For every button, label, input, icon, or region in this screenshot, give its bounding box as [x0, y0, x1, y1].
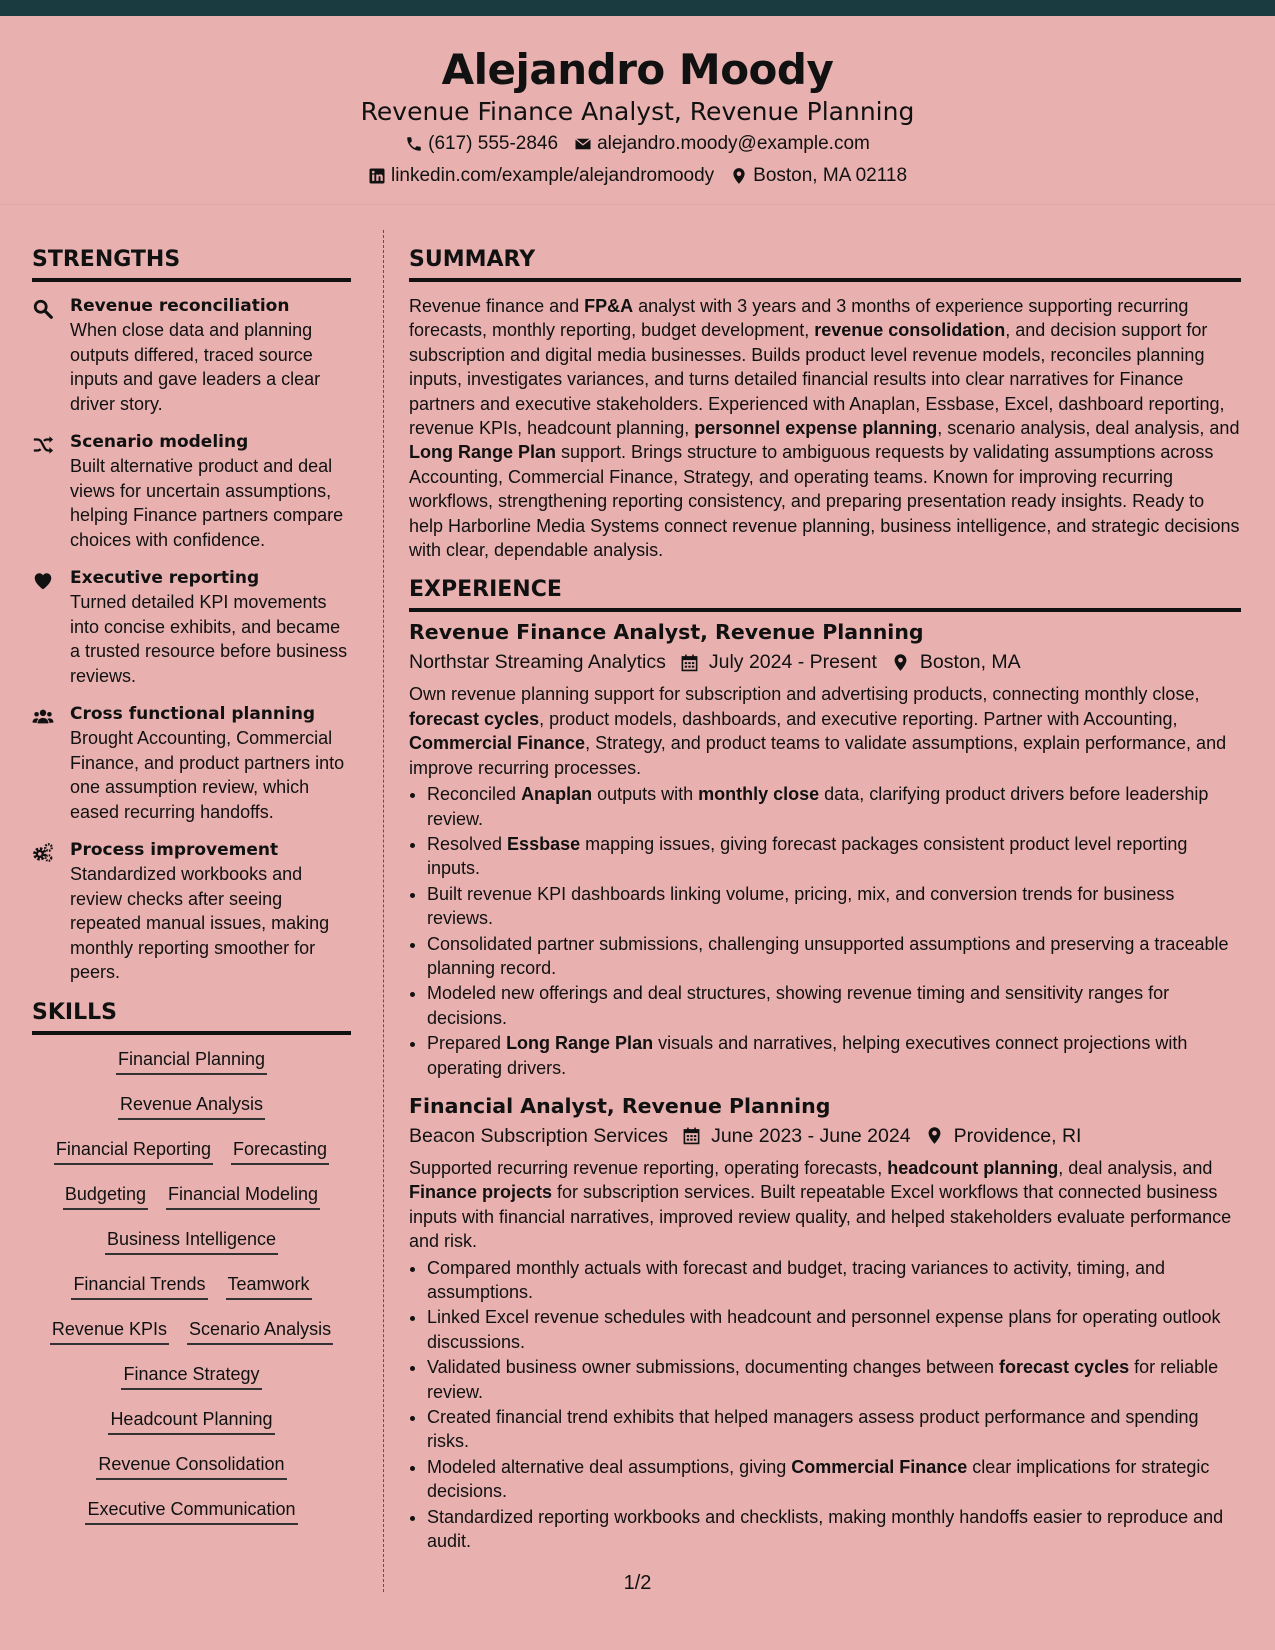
location-text: Boston, MA 02118: [753, 165, 908, 186]
bold-keyword: monthly close: [698, 784, 820, 805]
skill-tag: Revenue KPIs: [50, 1317, 169, 1345]
skill-tag: Financial Reporting: [54, 1137, 213, 1165]
search-icon: [32, 298, 54, 320]
text-segment: Standardized reporting workbooks and checklists, making monthly handoffs easier to reproduce and audit.: [427, 1506, 1224, 1552]
job-bullet: [427, 1405, 1241, 1454]
job-dates: June 2023 - June 2024: [711, 1124, 911, 1147]
bold-keyword: Commercial Finance: [409, 733, 586, 754]
envelope-icon: [574, 135, 592, 153]
text-segment: Own revenue planning support for subscription and advertising products, connecting monthly close,: [409, 684, 1200, 705]
text-segment: Reconciled: [427, 784, 522, 805]
text-segment: Compared monthly actuals with forecast and budget, tracing variances to activity, timing, and assumptions.: [427, 1257, 1166, 1302]
bold-keyword: forecast cycles: [999, 1357, 1130, 1378]
left-column: [32, 246, 351, 1542]
phone-icon: [405, 135, 423, 153]
skill-tag: Financial Modeling: [166, 1182, 320, 1210]
top-accent-bar: [0, 0, 1275, 16]
linkedin-icon: [368, 167, 386, 185]
skill-row: [32, 1317, 351, 1362]
bold-keyword: personnel expense planning: [694, 418, 938, 439]
strength-item: [32, 838, 351, 985]
strength-desc: Built alternative product and deal views for uncertain assumptions, helping Finance partners compare choices with confidence.: [70, 456, 344, 550]
phone-contact[interactable]: [405, 128, 558, 160]
skill-tag: Business Intelligence: [105, 1227, 278, 1255]
text-segment: Supported recurring revenue reporting, operating forecasts,: [409, 1157, 888, 1178]
skill-tag: Revenue Analysis: [118, 1092, 265, 1120]
shuffle-icon: [32, 434, 54, 456]
skill-tag: Scenario Analysis: [187, 1317, 333, 1345]
job-location: Boston, MA: [919, 651, 1021, 674]
skill-row: [32, 1272, 351, 1317]
contact-line-2: [0, 160, 1275, 192]
job-bullet: [427, 882, 1241, 931]
bold-keyword: Essbase: [507, 833, 581, 854]
skill-tag: Executive Communication: [85, 1497, 297, 1525]
bold-keyword: Long Range Plan: [506, 1033, 654, 1054]
job-bullets: [409, 1256, 1241, 1554]
skill-row: [32, 1047, 351, 1092]
strength-desc: Standardized workbooks and review checks after seeing repeated manual issues, making monthly reporting smoother for peers.: [70, 864, 330, 982]
text-segment: Validated business owner submissions, documenting changes between: [427, 1357, 1000, 1378]
skill-row: [32, 1497, 351, 1542]
strength-item: [32, 294, 351, 416]
text-segment: Modeled alternative deal assumptions, giving: [427, 1456, 792, 1477]
text-segment: data, clarifying product drivers before leadership review.: [427, 784, 1209, 829]
strength-desc: When close data and planning outputs differed, traced source inputs and gave leaders a clear driver story.: [70, 320, 321, 414]
text-segment: analyst with 3 years and 3 months of experience supporting recurring forecasts, monthly reporting, budget development,: [409, 296, 1189, 341]
skill-tag: Forecasting: [231, 1137, 329, 1165]
bold-keyword: forecast cycles: [409, 708, 540, 729]
text-segment: Modeled new offerings and deal structures, showing revenue timing and sensitivity ranges for decisions.: [427, 983, 1170, 1028]
linkedin-contact[interactable]: [368, 160, 714, 192]
right-column: [409, 246, 1241, 1554]
job-bullet: [427, 1031, 1241, 1080]
text-segment: Built revenue KPI dashboards linking volume, pricing, mix, and conversion trends for business reviews.: [427, 883, 1175, 929]
job-title: Revenue Finance Analyst, Revenue Planning: [409, 620, 924, 645]
job-bullet: [427, 932, 1241, 981]
summary-text: [409, 294, 1241, 562]
calendar-icon: [682, 1126, 701, 1145]
job-company: Beacon Subscription Services: [409, 1124, 669, 1147]
job-meta: [409, 1120, 1241, 1152]
skill-row: [32, 1362, 351, 1407]
map-pin-icon: [925, 1126, 944, 1145]
text-segment: mapping issues, giving forecast packages consistent product level reporting inputs.: [427, 833, 1188, 879]
experience-heading: EXPERIENCE: [409, 576, 1241, 612]
job-bullet: [427, 981, 1241, 1030]
job-location: Providence, RI: [953, 1124, 1082, 1147]
job-summary: [409, 682, 1241, 780]
bold-keyword: Commercial Finance: [791, 1456, 968, 1477]
job-bullet: [427, 782, 1241, 831]
strength-title: Scenario modeling: [70, 432, 249, 452]
job-summary: [409, 1156, 1241, 1254]
candidate-title: Revenue Finance Analyst, Revenue Planning: [360, 97, 915, 126]
job-dates: July 2024 - Present: [708, 651, 877, 674]
skill-tag: Budgeting: [63, 1182, 148, 1210]
linkedin-text: linkedin.com/example/alejandromoody: [390, 165, 715, 186]
heart-icon: [32, 570, 54, 592]
calendar-icon: [680, 653, 699, 672]
strength-item: [32, 702, 351, 824]
summary-heading: SUMMARY: [409, 246, 1241, 282]
text-segment: visuals and narratives, helping executives connect projections with operating drivers.: [427, 1033, 1188, 1078]
resume-header: [0, 16, 1275, 204]
skill-row: [32, 1227, 351, 1272]
column-divider: [383, 230, 384, 1592]
strength-item: [32, 566, 351, 688]
skill-row: [32, 1452, 351, 1497]
strength-item: [32, 430, 351, 552]
text-segment: support. Brings structure to ambiguous requests by validating assumptions across Accounting, Commercial Finance, Strategy, and operating teams. Known for improving recurring workflows, strengthening reporting consistency, and preparing presentation ready insights. Ready to help Harborline Media Systems connect revenue planning, business intelligence, and strategic decisions with clear, dependable analysis.: [409, 442, 1240, 561]
skill-tag: Teamwork: [226, 1272, 312, 1300]
strength-title: Process improvement: [70, 840, 279, 860]
skill-row: [32, 1182, 351, 1227]
job-bullets: [409, 782, 1241, 1080]
skill-tag: Revenue Consolidation: [96, 1452, 286, 1480]
text-segment: Created financial trend exhibits that helped managers assess product performance and spending risks.: [427, 1407, 1199, 1452]
bold-keyword: revenue consolidation: [814, 320, 1006, 341]
text-segment: , scenario analysis, deal analysis, and: [937, 418, 1240, 439]
email-contact[interactable]: [574, 128, 870, 160]
gears-icon: [32, 842, 54, 864]
text-segment: Revenue finance and: [409, 296, 585, 316]
skill-tag: Finance Strategy: [121, 1362, 261, 1390]
text-segment: , deal analysis, and: [1058, 1157, 1213, 1178]
text-segment: Linked Excel revenue schedules with headcount and personnel expense plans for operating outlook discussions.: [427, 1307, 1221, 1352]
skill-tag: Financial Trends: [71, 1272, 207, 1300]
header-divider: [0, 204, 1275, 205]
users-icon: [32, 706, 54, 728]
skill-row: [32, 1407, 351, 1452]
text-segment: , product models, dashboards, and executive reporting. Partner with Accounting,: [539, 708, 1178, 729]
job-bullet: [427, 1256, 1241, 1305]
job-bullet: [427, 832, 1241, 881]
candidate-name: Alejandro Moody: [441, 45, 834, 94]
bold-keyword: Finance projects: [409, 1182, 553, 1203]
text-segment: for reliable review.: [427, 1357, 1219, 1402]
map-pin-icon: [891, 653, 910, 672]
job-entry: [409, 1092, 1241, 1554]
map-pin-icon: [730, 167, 748, 185]
bold-keyword: Long Range Plan: [409, 442, 557, 463]
text-segment: for subscription services. Built repeatable Excel workflows that connected business inputs with financial narratives, improved review quality, and helped stakeholders evaluate performance and risk.: [409, 1182, 1232, 1252]
skill-row: [32, 1137, 351, 1182]
strength-title: Revenue reconciliation: [70, 296, 290, 316]
job-entry: [409, 618, 1241, 1080]
skills-heading: SKILLS: [32, 999, 351, 1035]
strength-desc: Turned detailed KPI movements into concise exhibits, and became a trusted resource before business reviews.: [70, 592, 348, 686]
job-bullet: [427, 1455, 1241, 1504]
job-meta: [409, 646, 1241, 678]
text-segment: clear implications for strategic decisions.: [427, 1456, 1210, 1502]
email-text: alejandro.moody@example.com: [597, 133, 870, 154]
job-title: Financial Analyst, Revenue Planning: [409, 1093, 831, 1118]
skill-tag: Financial Planning: [116, 1047, 267, 1075]
skill-row: [32, 1092, 351, 1137]
text-segment: Prepared: [427, 1033, 507, 1054]
strengths-heading: STRENGTHS: [32, 246, 351, 282]
skill-tag: Headcount Planning: [108, 1407, 274, 1435]
text-segment: , Strategy, and product teams to validate assumptions, explain performance, and improve recurring processes.: [409, 733, 1227, 778]
job-company: Northstar Streaming Analytics: [409, 651, 666, 674]
contact-line-1: [0, 128, 1275, 160]
text-segment: outputs with: [592, 784, 699, 805]
page-number: 1/2: [623, 1572, 652, 1594]
skills-list: [32, 1047, 351, 1542]
bold-keyword: FP&A: [584, 296, 634, 316]
job-bullet: [427, 1305, 1241, 1354]
job-bullet: [427, 1505, 1241, 1554]
strength-title: Executive reporting: [70, 568, 260, 588]
job-bullet: [427, 1355, 1241, 1404]
text-segment: Resolved: [427, 833, 508, 854]
strength-title: Cross functional planning: [70, 704, 316, 724]
bold-keyword: headcount planning: [887, 1157, 1059, 1178]
strength-desc: Brought Accounting, Commercial Finance, and product partners into one assumption review, which eased recurring handoffs.: [70, 728, 345, 822]
text-segment: , and decision support for subscription and digital media businesses. Builds product level revenue models, reconciles planning inputs, investigates variances, and turns detailed financial results into clear narratives for Finance partners and executive stakeholders. Experienced with Anaplan, Essbase, Excel, dashboard reporting, revenue KPIs, headcount planning,: [409, 320, 1225, 439]
phone-text: (617) 555-2846: [428, 133, 559, 154]
bold-keyword: Anaplan: [521, 784, 593, 805]
text-segment: Consolidated partner submissions, challenging unsupported assumptions and preserving a traceable planning record.: [427, 933, 1229, 978]
location-contact: [730, 160, 907, 192]
